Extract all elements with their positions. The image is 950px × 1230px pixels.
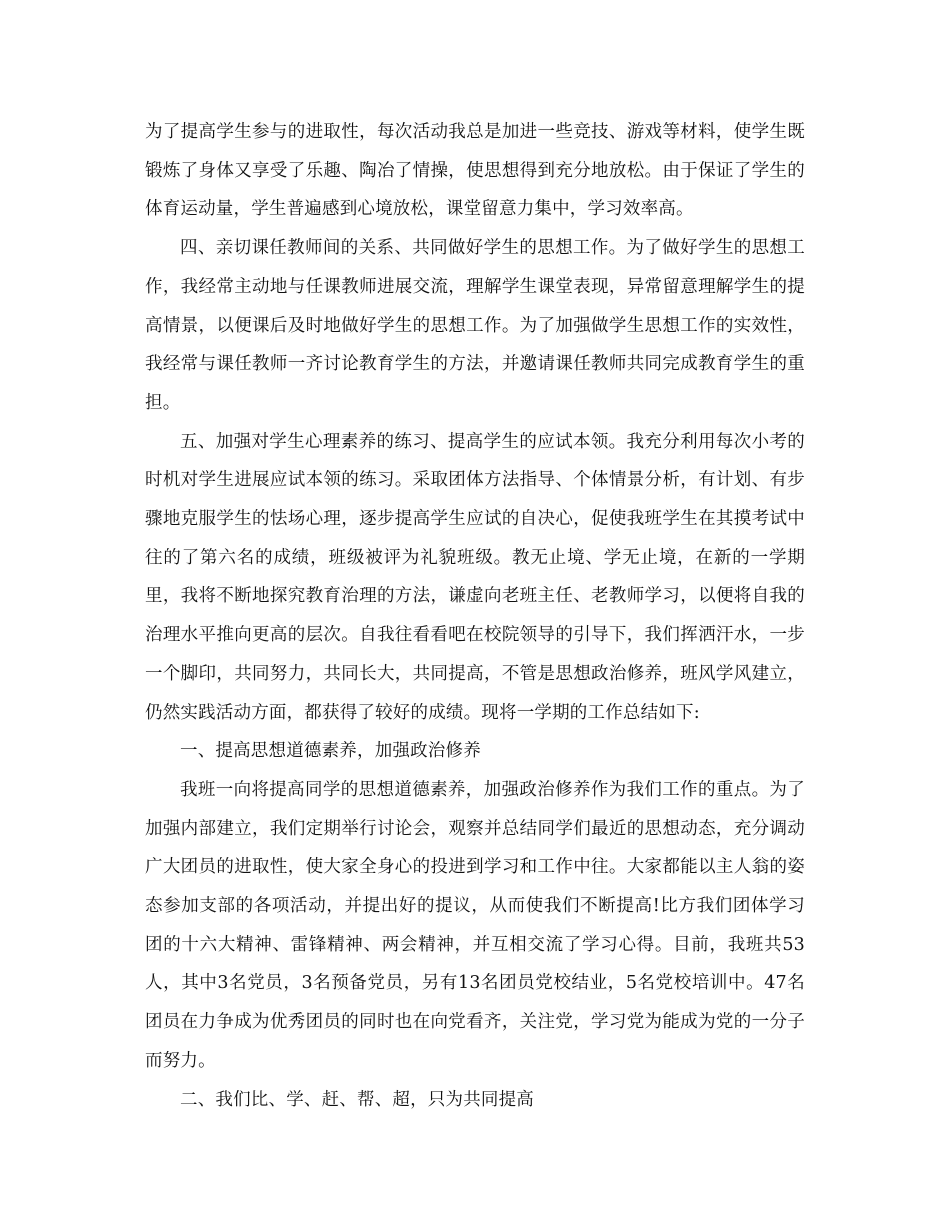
paragraph-section-four: 四、亲切课任教师间的关系、共同做好学生的思想工作。为了做好学生的思想工作，我经常主动地与任课教师进展交流，理解学生课堂表现，异常留意理解学生的提高情景，以便课后及时地做好学生的思想工作。为了加强做学生思想工作的实效性，我经常与课任教师一齐讨论教育学生的方法，并邀请课任教师共同完成教育学生的重担。	[145, 238, 805, 413]
document-body	[145, 113, 805, 1119]
paragraph-section-one-body: 我班一向将提高同学的思想道德素养，加强政治修养作为我们工作的重点。为了加强内部建立，我们定期举行讨论会，观察并总结同学们最近的思想动态，充分调动广大团员的进取性，使大家全身心的投进到学习和工作中往。大家都能以主人翁的姿态参加支部的各项活动，并提出好的提议，从而使我们不断提高!比方我们团体学习团的十六大精神、雷锋精神、两会精神，并互相交流了学习心得。目前，我班共53人，其中3名党员，3名预备党员，另有13名团员党校结业，5名党校培训中。47名团员在力争成为优秀团员的同时也在向党看齐，关注党，学习党为能成为党的一分子而努力。	[145, 779, 805, 1071]
paragraph-continuation: 为了提高学生参与的进取性，每次活动我总是加进一些竞技、游戏等材料，使学生既锻炼了身体又享受了乐趣、陶冶了情操，使思想得到充分地放松。由于保证了学生的体育运动量，学生普遍感到心境放松，课堂留意力集中，学习效率高。	[145, 122, 805, 220]
heading-section-one: 一、提高思想道德素养，加强政治修养	[180, 741, 481, 762]
heading-section-two: 二、我们比、学、赶、帮、超，只为共同提高	[180, 1089, 534, 1110]
paragraph-section-five: 五、加强对学生心理素养的练习、提高学生的应试本领。我充分利用每次小考的时机对学生进展应试本领的练习。采取团体方法指导、个体情景分析，有计划、有步骤地克服学生的怯场心理，逐步提高学生应试的自决心，促使我班学生在其摸考试中往的了第六名的成绩，班级被评为礼貌班级。教无止境、学无止境，在新的一学期里，我将不断地探究教育治理的方法，谦虚向老班主任、老教师学习，以便将自我的治理水平推向更高的层次。自我往看看吧在校院领导的引导下，我们挥洒汗水，一步一个脚印，共同努力，共同长大，共同提高，不管是思想政治修养，班风学风建立，仍然实践活动方面，都获得了较好的成绩。现将一学期的工作总结如下:	[145, 431, 805, 723]
